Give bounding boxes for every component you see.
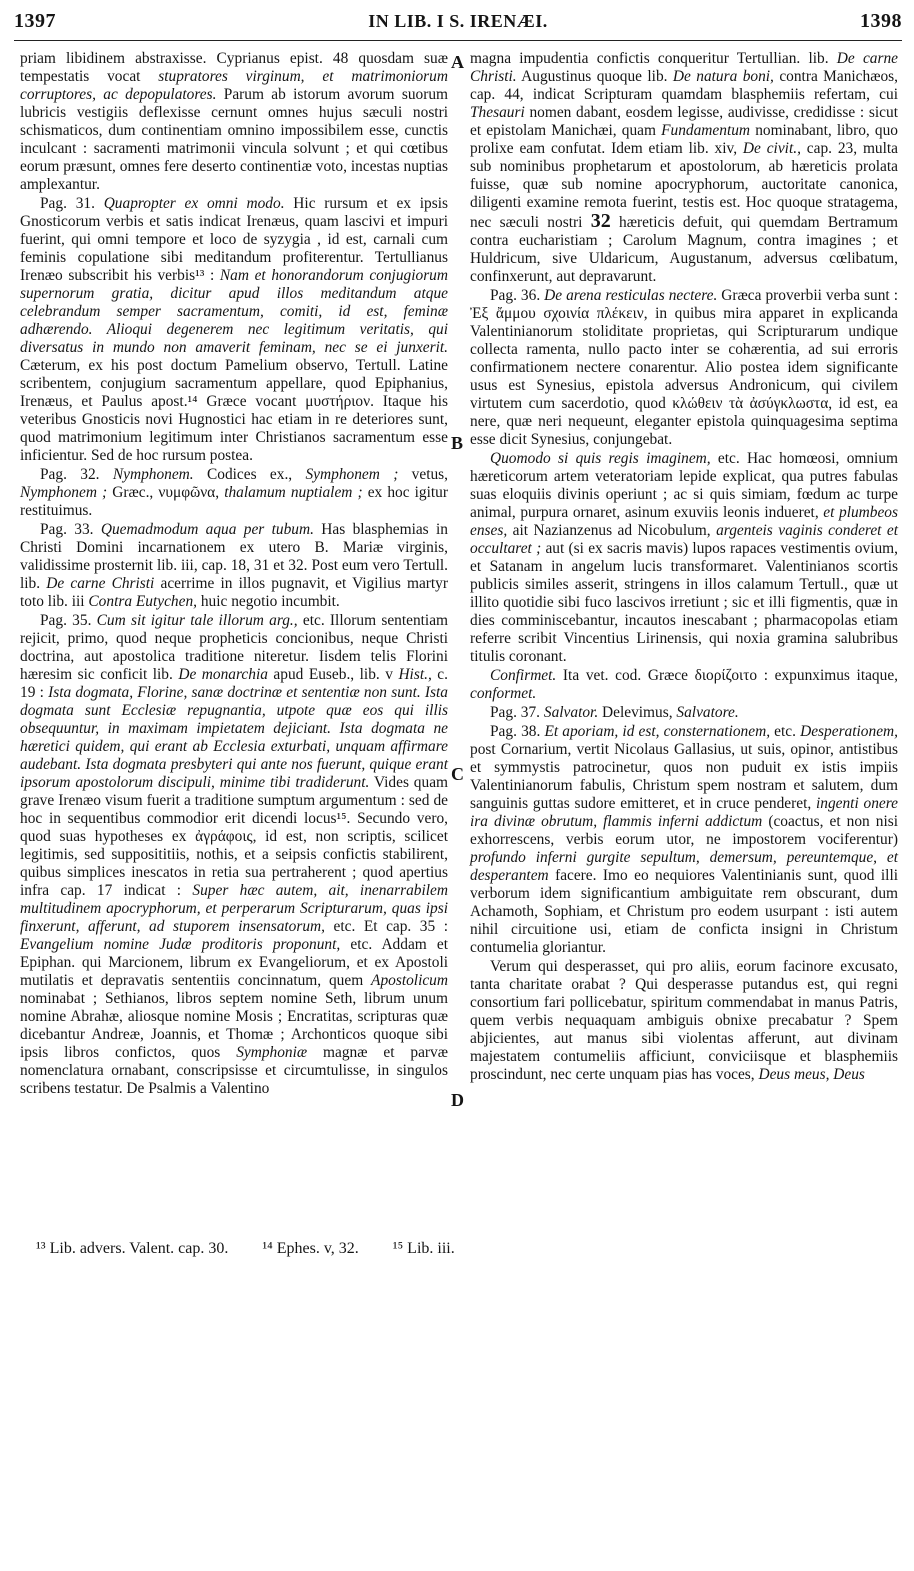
right-paragraph — [470, 667, 898, 703]
italic-span: thalamum nuptialem ; — [224, 484, 363, 501]
footnote-13: ¹³ Lib. advers. Valent. cap. 30. — [36, 1240, 229, 1257]
text-span: ex hoc igitur restituimus. — [20, 484, 448, 519]
footnotes — [36, 1240, 455, 1258]
text-span: (coactus, et non nisi exhorrescens, verbis eorum utor, ne impostorem vociferentur) — [470, 813, 898, 848]
italic-span: Ista dogmata, Florine, sanæ doctrinæ et sententiæ non sunt. Ista dogmata sunt Ecclesiæ repugnantia, utpote quæ eos qui illis obsequuntur, in maximam impietatem dejiciant. Ista dogmata ne hæretici quidem, qui erant ab Ecclesia exturbati, unquam affirmare audebant. Ista dogmata presbyteri qui ante nos fuerunt, quique erant ipsorum apostolorum discipuli, minime tibi tradiderunt. — [20, 684, 448, 791]
text-span: contra Manichæos, cap. 44, indicat Scripturam quamdam blasphemiis refertam, cui — [470, 68, 898, 103]
left-paragraph — [20, 521, 448, 611]
margin-marker-b: B — [451, 433, 464, 453]
text-span: Vides quam grave Irenæo visum fuerit a traditione sumptum argumentum : sed de hoc in sequentibus commodior erit dicendi locus¹⁵. Secundo vero, quod suas hypotheses ex ἀγράφοις, id est, non scriptis, scilicet legitimis, sed supposititiis, nothis, et a seipsis confictis stabilirent, quibus simplices inescatos in retia sua pertraherent ; quod apertius infra cap. 17 indicat : — [20, 774, 449, 899]
right-column — [470, 50, 898, 1084]
right-paragraph — [470, 704, 898, 722]
right-paragraph — [470, 450, 898, 666]
text-span: Cæterum, ex his post doctum Pamelium observo, Tertull. Latine scribentem, conjugium sacramentum appellare, quod Epiphanius, Irenæus, et Paulus apost.¹⁴ Græce vocant μυστήριον. Itaque his veteribus Gnosticis novi Hugnostici hac etiam in re deteriores sunt, quod matrimonium legitimum inter Christianos sacramentum esse inficientur. Sed de hoc rursum postea. — [20, 357, 448, 464]
italic-span: Salvator. — [543, 704, 599, 721]
text-span: magna impudentia confictis conqueritur Tertullian. lib. — [470, 50, 837, 67]
italic-span: Fundamentum — [661, 122, 751, 139]
italic-span: De natura boni, — [672, 68, 774, 85]
italic-span: profundo inferni gurgite sepultum, demersum, pereuntemque, et desperantem — [470, 849, 898, 884]
header-rule — [14, 40, 902, 41]
text-span: Pag. 31. — [40, 195, 104, 212]
italic-span: Quemadmodum aqua per tubum. — [100, 521, 314, 538]
text-span: Ita vet. cod. Græce διορίζοιτο : expunximus itaque, — [556, 667, 898, 684]
text-span: Græca proverbii verba sunt : Ἐξ ἄμμου σχοινία πλέκειν, in quibus mira apparet in explicanda Valentinianorum stoliditate proprietas, qui Scripturarum undique collecta ramenta, nullo pacto inter se cohærentia, ad sui erroris confirmationem nectere conarentur. Alio postea idem significante usus est Synesius, epistola adversus Andronicum, qui civilem virtutem cum sacerdotio, quod κλώθειν τὰ ἀσύγκλωστα, id est, ea nere, quæ neri nequeunt, eleganter epistola quinquagesima septima esse dicit Synesius, conjungebat. — [470, 287, 898, 448]
text-span: facere. Imo eo nequiores Valentinianis sunt, quod illi verborum idem significantium ambiguitate rem obscurant, dum Achamoth, Sophiam, et Christum pro eodem usurpant : isti autem nihil circuitione usi, etiam de conficta insigni in Christum contumelia gloriantur. — [470, 867, 898, 956]
text-span: vetus, — [398, 466, 449, 483]
text-span: etc. Illorum sententiam rejicit, primo, quod neque propheticis concionibus, neque Christi doctrina, aut apostolica traditione niteretur. Iisdem telis Florini hæresim sic conficit lib. — [20, 612, 449, 683]
text-span: Pag. 37. — [490, 704, 544, 721]
italic-span: ingenti onere ira divinæ obrutum, flammis inferni addictum — [470, 795, 898, 830]
text-span: nominabat ; Sethianos, libros septem nomine Seth, librum unum nomine Abrahæ, aliosque nomine Mosis ; Encratitas, scripturas quæ dicebantur Andreæ, Joannis, et Thomæ ; Archonticos quoque sibi ipsis libros confictos, quos — [20, 990, 448, 1061]
text-span: Verum qui desperasset, qui pro aliis, eorum facinore excusato, tanta charitate orabat ? Qui desperasse putandus est, qui regni consortium fari pollicebatur, spiritum commendabat in manus Patris, quem verbis nequaquam ambiguis obnixe precabatur ? Spem abjicientes, aut manus sibi violentas afferunt, aut divinam majestatem contumeliis afficiunt, conviciisque et blasphemiis proscindunt, nec certe unquam pias has voces, — [470, 958, 898, 1083]
text-span: etc. Hac homœosi, omnium hæreticorum artem veteratoriam lepide explicat, qua putres fabulas suas eloquiis divinis operiunt ; ac si quis simiam, fœdum ac turpe animal, purpura ornaret, asinum exuviis leonis indueret, — [470, 450, 899, 521]
text-span: etc. Et cap. 35 : — [325, 918, 448, 935]
italic-span: argenteis vaginis conderet et occultaret ; — [470, 522, 898, 557]
left-paragraph — [20, 612, 448, 1098]
right-paragraph — [470, 958, 898, 1084]
column-number: 32 — [590, 210, 611, 232]
italic-span: Nymphonem ; — [20, 484, 108, 501]
text-span: Delevimus, — [598, 704, 677, 721]
italic-span: De carne Christi — [46, 575, 155, 592]
italic-span: Thesauri — [470, 104, 525, 121]
footnote-15: ¹⁵ Lib. iii. — [392, 1240, 455, 1257]
footnote-14: ¹⁴ Ephes. v, 32. — [262, 1240, 359, 1257]
italic-span: Super hæc autem, ait, inenarrabilem multitudinem apocryphorum, et perperarum Scripturarum, quas ipsi finxerunt, afferunt, ad stuporem insensatorum, — [20, 882, 448, 935]
italic-span: Nam et honorandorum conjugiorum supernorum gratia, dicitur apud illos meditandum atque celebrandum semper sacramentum, comiti, id est, feminæ adhærendo. Alioqui degenerem nec legitimum veritatis, qui diversatus in mundo non amaverit feminam, nec se ei junxerit. — [20, 267, 448, 356]
italic-span: Symphonem ; — [305, 466, 399, 483]
text-span: aut (si ex sacris mavis) lupos rapaces vestimentis ovium, et Satanam in angelum lucis transformaret. Valentinianos scortis publicis similes asserit, stringens in illos calamum Tertull., quæ ut illito quotidie sibi fuco lascivos irretiunt ; sic et illi figmentis, quæ in dies comminiscebantur, incautos inescabant ; pharmacopolas etiam referre scribit Vincentius Lirinensis, qui noxia gramina salubribus titulis coronant. — [470, 540, 898, 665]
italic-span: Symphoniæ — [236, 1044, 308, 1061]
text-span: nominabant, libro, quo prolixe eam confutat. Idem etiam lib. xiv, — [470, 122, 898, 157]
running-header — [14, 6, 902, 36]
italic-span: Hist., — [398, 666, 432, 683]
text-span: c. 19 : — [20, 666, 448, 701]
right-page-number: 1398 — [860, 9, 902, 32]
italic-span: De carne Christi. — [470, 50, 899, 85]
text-span: magnæ et parvæ nomenclatura ornabant, conscripsisse et circumtulisse, in singulos scribens testatur. De Psalmis a Valentino — [20, 1044, 448, 1097]
italic-span: De arena resticulas nectere. — [544, 287, 718, 304]
italic-span: Nymphonem. — [112, 466, 194, 483]
text-span: Has blasphemias in Christi Domini incarnationem ex utero B. Mariæ virginis, validissime prosternit lib. iii, cap. 18, 31 et 32. Post eum vero Tertull. lib. — [20, 521, 448, 592]
italic-span: Confirmet. — [490, 667, 557, 684]
italic-span: De civit., — [742, 140, 801, 157]
italic-span: Cum sit igitur tale illorum arg., — [96, 612, 298, 629]
text-span: Pag. 36. — [490, 287, 545, 304]
left-page-number: 1397 — [14, 9, 56, 32]
running-title: IN LIB. I S. IRENÆI. — [368, 10, 548, 31]
right-paragraph — [470, 287, 898, 449]
text-span: etc. Addam et Epiphan. qui Marcionem, librum ex Evangeliorum, et ex Apostoli mutilatis et depravatis sententiis concinnatum, quem — [20, 936, 448, 989]
text-span: hæreticis defuit, qui quemdam Bertramum contra eucharistiam ; Carolum Magnum, contra imagines ; et Huldricum, sive Uldaricum, Augustanum, adversus cœlibatum, confinxerunt, aut depravarunt. — [470, 214, 899, 285]
text-span: nomen dabant, eosdem legisse, audivisse, credidisse : sicut et epistolam Manichæi, quam — [470, 104, 898, 139]
text-span: Augustinus quoque lib. — [516, 68, 673, 85]
text-span: ait Nazianzenus ad Nicobulum, — [507, 522, 717, 539]
text-span: Parum ab istorum avorum suorum lubricis vestigiis deflexisse cernunt omnes hujus sæculi nostri schismaticos, dum continentiam omnino impossibilem esse, cunctis inculcant : sacramenti matrimonii vincula solvunt ; et qui cœtibus eorum præsunt, omnes fere deserto continentiæ voto, incestas nuptias amplexantur. — [20, 86, 448, 193]
italic-span: De monarchia — [178, 666, 268, 683]
text-span: Pag. 35. — [40, 612, 97, 629]
italic-span: Et aporiam, id est, consternationem, — [544, 723, 771, 740]
margin-marker-c: C — [451, 764, 464, 784]
text-span: Hic rursum et ex ipsis Gnosticorum verbis et satis indicat Irenæus, quam lascivi et impuri fuerint, qui omni tempore et loco de syzygia , id est, carnali cum feminis copulatione sibi meditandum profiterentur. Tertullianus Irenæo subscribit his verbis¹³ : — [20, 195, 448, 284]
text-span: priam libidinem abstraxisse. Cyprianus epist. 48 quosdam suæ tempestatis vocat — [20, 50, 448, 85]
italic-span: Quomodo si quis regis imaginem, — [490, 450, 711, 467]
text-span: acerrime in illos pugnavit, et Vigilius martyr toto lib. iii — [20, 575, 448, 610]
right-paragraph — [470, 50, 898, 286]
italic-span: Apostolicum — [371, 972, 448, 989]
left-paragraph — [20, 466, 448, 520]
italic-span: stupratores virginum, et matrimoniorum corruptores, ac depopulatores. — [20, 68, 448, 103]
margin-marker-a: A — [451, 52, 464, 72]
text-span: etc. — [770, 723, 801, 740]
text-span: Græc., νυμφῶνα, — [107, 484, 225, 501]
text-span: Pag. 32. — [40, 466, 113, 483]
left-paragraph — [20, 195, 448, 465]
italic-span: Desperationem, — [800, 723, 898, 740]
margin-marker-d: D — [451, 1090, 464, 1110]
italic-span: et plumbeos enses, — [470, 504, 898, 539]
text-span: cap. 23, multa sub nominibus prophetarum et apostolorum, ab hæreticis prolata fuisse, quæ sub nomine apocryphorum, auctoritate canonica, diligenti examine remota fuerint, testis est. Hoc quoque stratagema, nec sæculi nostri — [470, 140, 898, 231]
italic-span: conformet. — [470, 685, 537, 702]
text-span: Pag. 33. — [40, 521, 101, 538]
right-paragraph — [470, 723, 898, 957]
text-span: Pag. 38. — [490, 723, 545, 740]
text-span: post Cornarium, vertit Nicolaus Gallasius, ut suis, opinor, antistibus et symmystis patrocinetur, quos non puduit ex istis impiis Valentinianorum fabulis, Christum spem nostram et salutem, dum sanguinis guttas sudore emitteret, et in cruce penderet, — [470, 741, 898, 812]
italic-span: Evangelium nomine Judæ proditoris proponunt, — [20, 936, 341, 953]
text-span: Codices ex., — [193, 466, 306, 483]
italic-span: Quapropter ex omni modo. — [103, 195, 285, 212]
left-paragraph — [20, 50, 448, 194]
italic-span: Contra Eutychen, — [88, 593, 197, 610]
text-span: huic negotio incumbit. — [197, 593, 340, 610]
text-span: apud Euseb., lib. v — [267, 666, 399, 683]
italic-span: Salvatore. — [676, 704, 739, 721]
italic-span: Deus meus, Deus — [758, 1066, 865, 1083]
left-column — [20, 50, 448, 1098]
